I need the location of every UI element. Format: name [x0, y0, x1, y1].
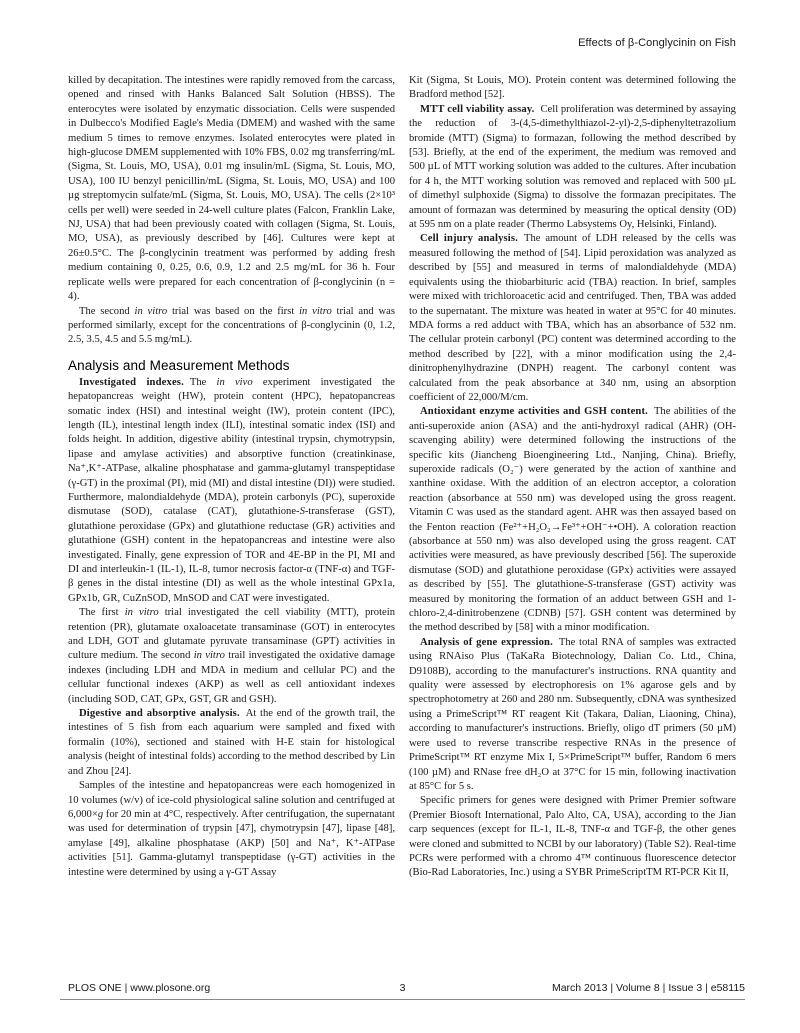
section-heading: Analysis and Measurement Methods: [68, 357, 290, 373]
run-in-heading: Analysis of gene expression.: [420, 636, 553, 648]
footer-issue: March 2013 | Volume 8 | Issue 3 | e58115: [551, 982, 745, 994]
paragraph-text: The total RNA of samples was extracted using RNAiso Plus (TaKaRa Biotechnology, Dalian Co. Ltd., China, D9108B), according to the manufacturer's instructions. RNA quantity and quality were assessed by electrophoresis on 1% agarose gels and by spectrophotometry at 260 and 280 nm. Subsequently, cDNA was synthesized using a PrimeScript™ RT reagent Kit (Takara, Dalian, Liaoning, China), according to manufacturer's instructions. Briefly, oligo dT primers (50 µM) were used to reverse transcribe respective RNAs in the presence of PrimeScript™ RT enzyme Mix I, 5×PrimeScript™ buffer, Random 6 mers (100 µM) and RNase free dH₂O at 37°C for 15 min, following inactivation at 85°C for 5 s.: [409, 636, 736, 792]
article-body: [68, 74, 736, 973]
run-in-heading: Antioxidant enzyme activities and GSH content.: [420, 406, 648, 418]
paragraph: [68, 376, 395, 607]
run-in-heading: Cell injury analysis.: [420, 233, 518, 245]
paragraph: [409, 636, 736, 794]
paragraph: The second in vitro trial was based on the first in vitro trial and was performed similarly, except for the concentrations of β-conglycinin (0, 1.2, 2.5, 3.5, 4.5 and 5.5 mg/mL).: [68, 305, 395, 346]
paragraph-text: The abilities of the anti-superoxide anion (ASA) and the anti-hydroxyl radical (AHR) (OH-scavenging ability) were determined following the instructions of the specific kits (Jiancheng Bioengineering Ltd., Nanjing, China). Briefly, superoxide radicals (O₂⁻) were generated by the action of xanthine and xanthine oxidase. With the addition of an electron acceptor, a coloration reaction (absorbance at 550 nm) was developed using the gross reagent. Vitamin C was used as the standard agent. AHR was then assayed based on the Fenton reaction (Fe²⁺+H₂O₂→Fe³⁺+OH⁻+•OH). A coloration reaction (absorbance at 550 nm) was also developed using the gross reagent. CAT activities were measured, as have previously described [56]. The superoxide dismutase (SOD) and glutathione peroxidase (GPx) activities were assayed as described by [55]. The glutathione-S-transferase (GST) activity was measured by monitoring the formation of an adduct between GSH and 1-chloro-2,4-dinitrobenzene (CDNB) [57]. GSH content was determined by the method described by [58] with a minor modification.: [409, 406, 736, 634]
run-in-heading: Investigated indexes.: [79, 376, 184, 388]
paragraph-text: At the end of the growth trail, the intestines of 5 fish from each aquarium were sampled and fixed with formalin (10%), sectioned and stained with H-E stain for histological analysis (height of intestinal folds) according to the method described by Lin and Zhou [24].: [68, 708, 395, 777]
paragraph: [68, 707, 395, 779]
run-in-heading: Digestive and absorptive analysis.: [79, 708, 240, 720]
footer-page-number: 3: [399, 982, 406, 994]
paragraph-text: The amount of LDH released by the cells was measured following the method of [54]. Lipid peroxidation was analyzed as described by [55] and measured in terms of malondialdehyde (MDA) equivalents using the thiobarbituric acid (TBA) reaction. In brief, samples were mixed with trichloroacetic acid and centrifuged. Then, TBA was added to the supernatant. The mixture was heated in water at 95°C for 40 minutes. MDA forms a red adduct with TBA, which has an absorbance of 532 nm. The cellular protein carbonyl (PC) content was determined according to the method described by [22], with a minor modification using the 2,4-dinitrophenylhydrazine (DNPH) reagent. The carbonyl content was calculated from the peak absorbance at 340 nm, using an absorption coefficient of 22,000/M/cm.: [409, 233, 736, 403]
paragraph: [409, 232, 736, 405]
paragraph: Specific primers for genes were designed with Primer Premier software (Premier Biosoft International, Palo Alto, CA, USA), according to the Jian carp sequences (except for IL-1, IL-8, TNF-α and TGF-β, the other genes were cloned and submitted to NCBI by our laboratory) (Table S2). Real-time PCRs were performed with a chromo 4™ continuous fluorescence detector (Bio-Rad Laboratories, Inc.) using a SYBR PrimeScriptTM RT-PCR Kit II,: [409, 795, 736, 879]
paragraph: The first in vitro trial investigated the cell viability (MTT), protein retention (PR), glutamate oxaloacetate transaminase (GOT) in enterocytes and LDH, GOT and glutamate pyruvate transaminase (GPT) activities in culture medium. The second in vitro trail investigated the oxidative damage indexes (including LDH and MDA in medium and cellular PC) and the cellular functional indexes (AKP) as well as cell antioxidant indexes (including SOD, CAT, GPx, GST, GR and GSH).: [68, 607, 395, 705]
paragraph: killed by decapitation. The intestines were rapidly removed from the carcass, opened and rinsed with Hanks Balanced Salt Solution (HBSS). The enterocytes were isolated by enzymatic dissociation. Cells were suspended in Dulbecco's Modified Eagle's Media (DMEM) and washed with the same medium 5 times to remove enzymes. Isolated enterocytes were plated in high-glucose DMEM supplemented with 10% FBS, 0.02 mg transferring/mL (Sigma, St. Louis, MO, USA), 0.01 mg insulin/mL (Sigma, St. Louis, MO, USA), 100 IU benzyl penicillin/mL (Sigma, St. Louis, MO, USA) and 100 µg streptomycin sulfate/mL (Sigma, St. Louis, MO, USA). The cells (2×10³ cells per well) were seeded in 24-well culture plates (Falcon, Franklin Lake, NJ, USA) that had been previously coated with collagen (Sigma, St. Louis, MO, USA), as previously described by [46]. Cultures were kept at 26±0.5°C. The β-conglycinin treatment was performed by adding fresh medium containing 0, 0.25, 0.6, 0.9, 1.2 and 2.5 mg/mL for 36 h. Four replicate wells were prepared for each concentration of β-conglycinin (n = 4).: [68, 75, 395, 303]
paragraph: [409, 405, 736, 636]
running-head: Effects of β-Conglycinin on Fish: [578, 37, 736, 49]
paragraph-text: Cell proliferation was determined by assaying the reduction of 3-(4,5-dimethylthiazol-2-yl)-2,5-diphenyltetrazolium bromide (MTT) (Sigma) to formazan, following the method described by [53]. Briefly, at the end of the experiment, the medium was removed and 500 µL of MTT working solution was added to the cultures. After incubation for 4 h, the MTT working solution was removed and replaced with 500 µL of dimethyl sulphoxide (Sigma) to dissolve the formazan precipitates. The amount of formazan was determined by measuring the optical density (OD) at 595 nm on a plate reader (Thermo Labsystems Oy, Helsinki, Finland).: [409, 103, 736, 231]
footer-journal: PLOS ONE | www.plosone.org: [68, 982, 211, 994]
footer-rule: [60, 999, 745, 1000]
footer: [60, 982, 745, 996]
left-column: [68, 74, 395, 973]
paragraph: Kit (Sigma, St Louis, MO). Protein content was determined following the Bradford method [52].: [409, 75, 736, 101]
right-column: [409, 74, 736, 973]
paragraph: Samples of the intestine and hepatopancreas were each homogenized in 10 volumes (w/v) of ice-cold physiological saline solution and centrifuged at 6,000×g for 20 min at 4°C, respectively. After centrifugation, the supernatant was used for determination of trypsin [47], chymotrypsin [47], lipase [48], amylase [49], alkaline phosphatase (AKP) [50] and Na⁺, K⁺-ATPase activities [51]. Gamma-glutamyl transpeptidase (γ-GT) activities in the intestine were determined by using a γ-GT Assay: [68, 780, 395, 878]
paragraph-text: The in vivo experiment investigated the hepatopancreas weight (HW), protein content (HPC), hepatopancreas somatic index (HSI) and intestinal weight (IW), protein content (IPC), length (IL), intestinal length index (ILI), intestinal somatic index (ISI) and folds height. In addition, digestive ability (intestinal trypsin, chymotrypsin, lipase and amylase activities) and absorptive function (creatinkinase, Na⁺,K⁺-ATPase, alkaline phosphatase and gamma-glutamyl transpeptidase (γ-GT) in the proximal (PI), mid (MI) and distal intestine (DI)) were studied. Furthermore, malondialdehyde (MDA), protein carbonyls (PC), superoxide dismutase (SOD), catalase (CAT), glutathione-S-transferase (GST), glutathione peroxidase (GPx) and glutathione reductase (GR) activities and glutathione (GSH) content in the hepatopancreas and intestine were also investigated. Finally, gene expression of TOR and 4E-BP in the PI, MI and DI and interleukin-1 (IL-1), IL-8, tumor necrosis factor-α (TNF-α) and TGF-β genes in the distal intestine (DI) as well as the whole intestinal GPx1a, GPx1b, GR, CuZnSOD, MnSOD and CAT were investigated.: [68, 376, 395, 604]
paragraph: [409, 103, 736, 233]
run-in-heading: MTT cell viability assay.: [420, 103, 535, 115]
